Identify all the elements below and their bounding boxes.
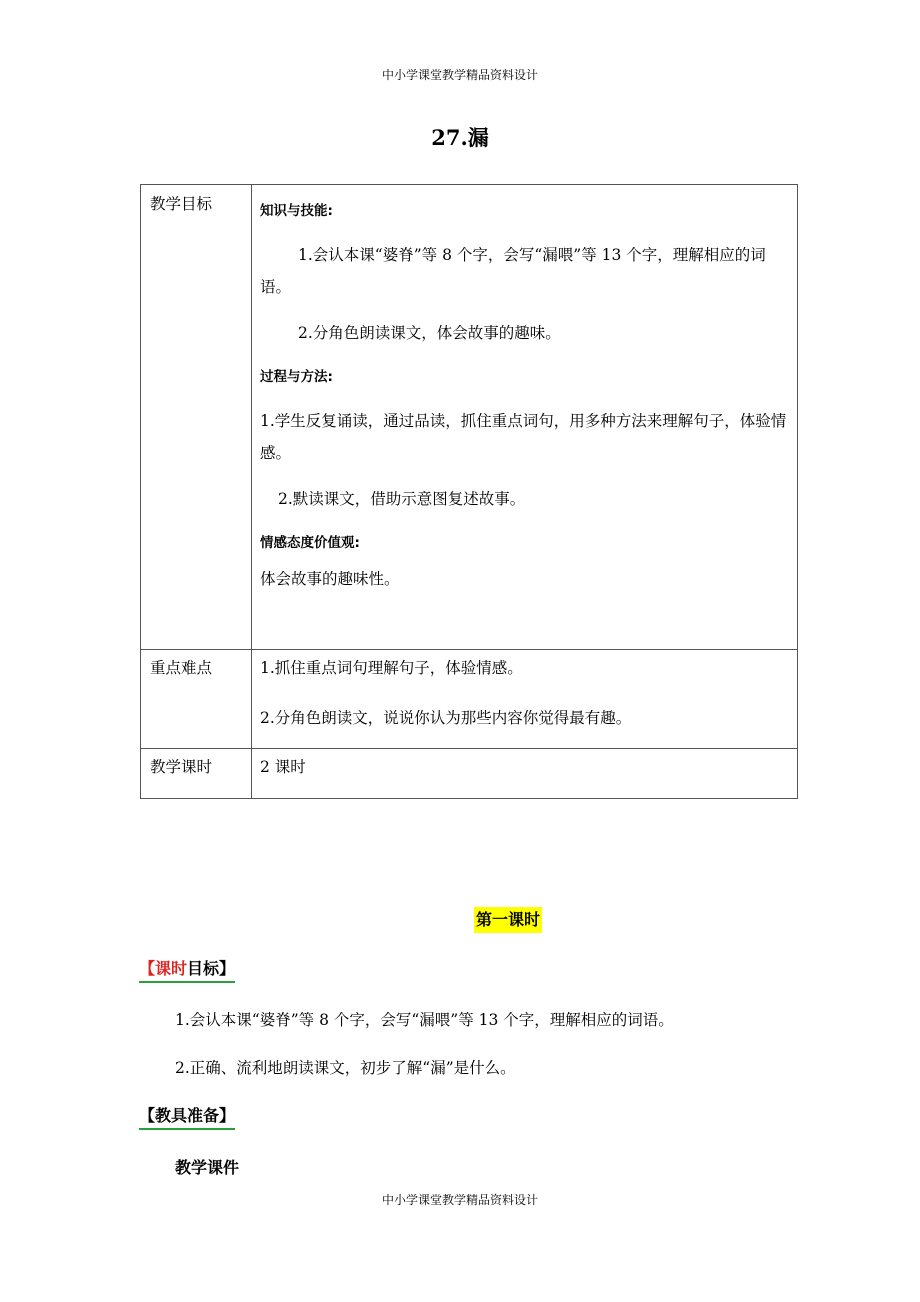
page-footer: 中小学课堂教学精品资料设计 (381, 1193, 538, 1207)
process-heading: 过程与方法: (260, 369, 333, 385)
process-item-1: 1.学生反复诵读，通过品读，抓住重点词句，用多种方法来理解句子，体验情感。 (260, 412, 787, 462)
prep-item: 教学课件 (175, 1158, 240, 1177)
knowledge-heading: 知识与技能: (260, 203, 333, 219)
goals-content-cell (252, 185, 798, 650)
process-item-2: 2.默读课文，借助示意图复述故事。 (278, 490, 526, 508)
hours-content-cell (252, 749, 798, 799)
knowledge-item-2: 2.分角色朗读课文，体会故事的趣味。 (298, 324, 561, 342)
hours-value: 2 课时 (260, 758, 306, 776)
lesson-plan-table (140, 184, 798, 799)
page-title: 27.漏 (431, 125, 489, 150)
knowledge-item-1: 1.会认本课“婆脊”等 8 个字，会写“漏喂”等 13 个字，理解相应的词语。 (260, 246, 766, 296)
emotion-heading: 情感态度价值观: (260, 535, 360, 551)
objectives-open-bracket: 【 (139, 959, 156, 978)
goals-label-cell (141, 185, 252, 650)
first-lesson-heading: 第一课时 (474, 907, 542, 933)
key-point-2: 2.分角色朗读文，说说你认为那些内容你觉得最有趣。 (260, 709, 632, 727)
hours-label: 教学课时 (150, 758, 213, 776)
key-points-label: 重点难点 (150, 659, 213, 677)
table-row-key-points (141, 650, 798, 749)
hours-label-cell (141, 749, 252, 799)
objectives-heading (139, 958, 235, 983)
goals-label: 教学目标 (150, 195, 213, 213)
prep-heading: 【教具准备】 (139, 1105, 235, 1130)
key-points-content-cell (252, 650, 798, 749)
objectives-red-text: 课时 (155, 959, 188, 978)
emotion-item-1: 体会故事的趣味性。 (260, 570, 400, 588)
page-header: 中小学课堂教学精品资料设计 (381, 68, 538, 82)
objectives-rest-text: 目标】 (187, 959, 236, 978)
key-points-label-cell (141, 650, 252, 749)
key-point-1: 1.抓住重点词句理解句子，体验情感。 (260, 659, 523, 677)
table-row-hours (141, 749, 798, 799)
table-row-goals (141, 185, 798, 650)
objective-item-1: 1.会认本课“婆脊”等 8 个字，会写“漏喂”等 13 个字，理解相应的词语。 (175, 1011, 674, 1029)
objective-item-2: 2.正确、流利地朗读课文，初步了解“漏”是什么。 (175, 1059, 516, 1077)
